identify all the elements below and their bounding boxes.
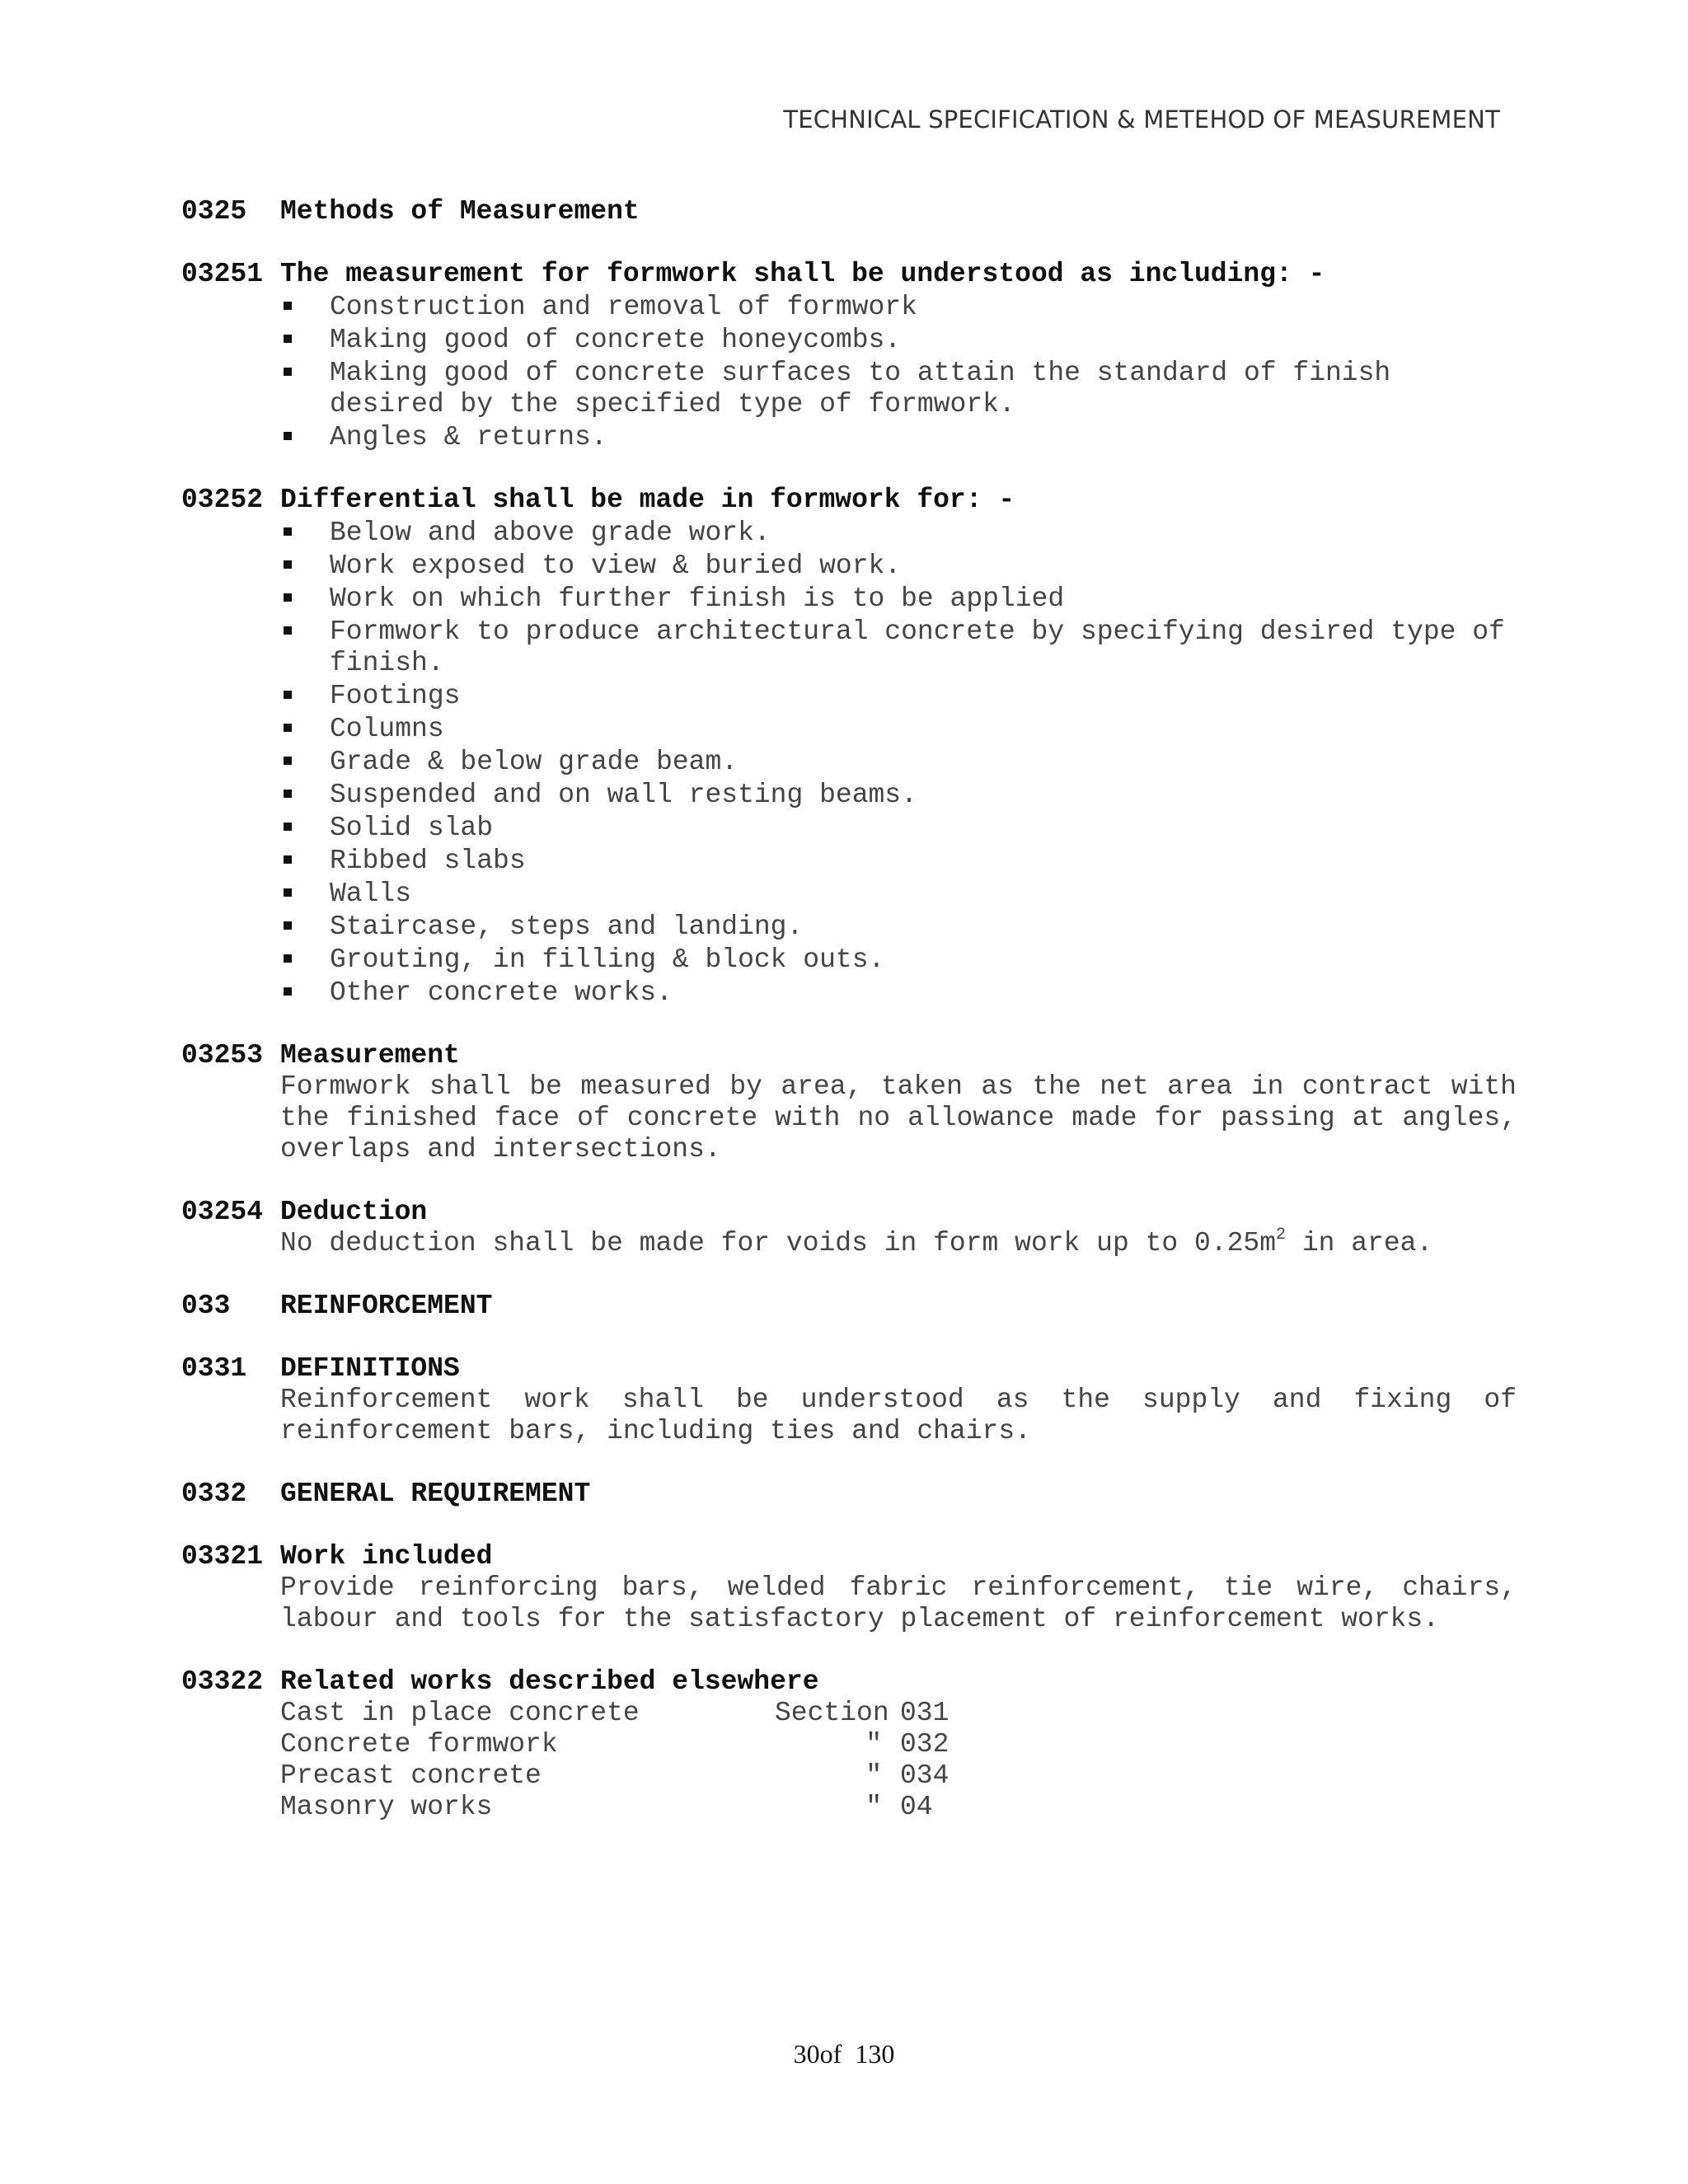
square-bullet-icon [284,757,292,765]
related-work-code: 032 [900,1729,950,1760]
square-bullet-icon [284,626,292,635]
section-title: Related works described elsewhere [280,1666,819,1697]
section-number: 03251 [181,259,264,289]
related-work-ref: " [865,1760,882,1791]
section-03322 [181,1666,1517,1823]
section-heading [181,1541,1517,1572]
section-title: Work included [280,1541,493,1572]
table-row [280,1698,1517,1729]
bullet-list [280,292,1517,453]
list-item-text: Solid slab [330,813,494,843]
section-body [181,1228,1517,1259]
table-row [280,1729,1517,1760]
list-item-text: Work exposed to view & buried work. [330,551,902,581]
section-heading [181,196,1517,227]
section-heading [181,1291,1517,1322]
list-item [330,325,1517,356]
section-03254 [181,1197,1517,1259]
list-item-text: Suspended and on wall resting beams. [330,780,917,810]
section-title: Differential shall be made in formwork for: - [280,485,1015,515]
list-item-text: Angles & returns. [330,422,607,452]
section-033 [181,1291,1517,1322]
section-number: 03254 [181,1197,264,1227]
section-0331 [181,1353,1517,1447]
square-bullet-icon [284,432,292,440]
related-work-name: Cast in place concrete [280,1698,640,1728]
section-number: 0331 [181,1353,247,1384]
square-bullet-icon [284,527,292,536]
table-row [280,1792,1517,1823]
section-body [181,1071,1517,1165]
page-total: 130 [855,2039,895,2069]
list-item-text: Grade & below grade beam. [330,747,738,777]
section-title: Measurement [280,1040,460,1071]
section-03253 [181,1040,1517,1165]
related-work-ref: Section [775,1698,889,1728]
list-item-text: Footings [330,681,461,711]
related-work-name: Precast concrete [280,1760,542,1791]
section-heading [181,1479,1517,1510]
related-work-ref: " [865,1792,882,1822]
square-bullet-icon [284,691,292,699]
square-bullet-icon [284,335,292,343]
section-03321 [181,1541,1517,1635]
list-item [330,681,1517,712]
square-bullet-icon [284,790,292,798]
list-item-text: Other concrete works. [330,977,673,1008]
square-bullet-icon [284,987,292,996]
bullet-list [280,518,1517,1009]
page-number: 30 [793,2039,820,2069]
list-item [330,551,1517,582]
list-item [330,616,1517,679]
section-heading [181,1353,1517,1385]
paragraph-text: in area. [1286,1228,1433,1258]
related-work-code: 034 [900,1760,950,1791]
list-item [330,292,1517,323]
list-item [330,944,1517,976]
square-bullet-icon [284,560,292,569]
list-item [330,977,1517,1009]
related-work-name: Concrete formwork [280,1729,558,1760]
section-body [181,1572,1517,1635]
related-works-table [280,1698,1517,1823]
list-item-text: Making good of concrete honeycombs. [330,325,902,355]
list-item-text: Construction and removal of formwork [330,292,917,322]
related-work-code: 031 [900,1698,950,1728]
section-number: 0325 [181,196,247,227]
list-item-text: Work on which further finish is to be applied [330,583,1065,614]
section-heading [181,1040,1517,1071]
paragraph [280,1228,1517,1259]
paragraph: Formwork shall be measured by area, taken as the net area in contract with the finished face of concrete with no allowance made for passing at angles, overlaps and intersections. [280,1071,1517,1165]
section-0325 [181,196,1517,227]
square-bullet-icon [284,954,292,963]
section-title: Deduction [280,1197,428,1227]
section-number: 03322 [181,1666,264,1697]
square-bullet-icon [284,823,292,831]
square-bullet-icon [284,855,292,864]
square-bullet-icon [284,593,292,602]
list-item [330,912,1517,943]
related-work-code: 04 [900,1792,933,1822]
section-heading [181,259,1517,290]
list-item [330,846,1517,877]
section-body [181,292,1517,453]
list-item-text: Making good of concrete surfaces to attain the standard of finish desired by the specified type of formwork. [330,358,1391,419]
running-header: TECHNICAL SPECIFICATION & METEHOD OF MEASUREMENT [783,105,1500,134]
list-item-text: Staircase, steps and landing. [330,912,804,942]
paragraph-text: No deduction shall be made for voids in form work up to 0.25m [280,1228,1276,1258]
section-title: Methods of Measurement [280,196,640,227]
square-bullet-icon [284,888,292,897]
section-title: GENERAL REQUIREMENT [280,1479,591,1509]
section-number: 03253 [181,1040,264,1071]
section-body [181,1698,1517,1823]
list-item-text: Formwork to produce architectural concrete by specifying desired type of finish. [330,616,1505,678]
section-title: DEFINITIONS [280,1353,460,1384]
section-number: 03321 [181,1541,264,1572]
list-item [330,747,1517,778]
section-heading [181,1666,1517,1698]
section-title: REINFORCEMENT [280,1291,493,1321]
square-bullet-icon [284,724,292,732]
section-03251 [181,259,1517,453]
list-item [330,518,1517,549]
list-item [330,780,1517,811]
section-body [181,518,1517,1009]
list-item [330,422,1517,453]
section-number: 033 [181,1291,231,1321]
section-number: 03252 [181,485,264,515]
page-of-label: of [819,2039,842,2069]
page-footer [0,2039,1688,2069]
list-item-text: Walls [330,879,412,909]
square-bullet-icon [284,302,292,310]
section-body [181,1385,1517,1447]
square-bullet-icon [284,921,292,930]
section-03252 [181,485,1517,1009]
list-item [330,358,1517,420]
section-title: The measurement for formwork shall be understood as including: - [280,259,1325,289]
list-item-text: Columns [330,714,444,744]
list-item-text: Grouting, in filling & block outs. [330,944,885,975]
table-row [280,1760,1517,1792]
list-item [330,583,1517,615]
list-item [330,714,1517,745]
paragraph: Provide reinforcing bars, welded fabric reinforcement, tie wire, chairs, labour and tools for the satisfactory placement of reinforcement works. [280,1572,1517,1634]
related-work-name: Masonry works [280,1792,493,1822]
list-item [330,879,1517,910]
section-heading [181,1197,1517,1228]
section-number: 0332 [181,1479,247,1509]
square-bullet-icon [284,368,292,376]
section-0332 [181,1479,1517,1510]
document-body [181,196,1517,1854]
paragraph: Reinforcement work shall be understood as the supply and fixing of reinforcement bars, including ties and chairs. [280,1385,1517,1446]
list-item-text: Below and above grade work. [330,518,771,548]
related-work-ref: " [865,1729,882,1760]
list-item [330,813,1517,844]
list-item-text: Ribbed slabs [330,846,526,876]
section-heading [181,485,1517,516]
superscript: 2 [1276,1226,1287,1244]
